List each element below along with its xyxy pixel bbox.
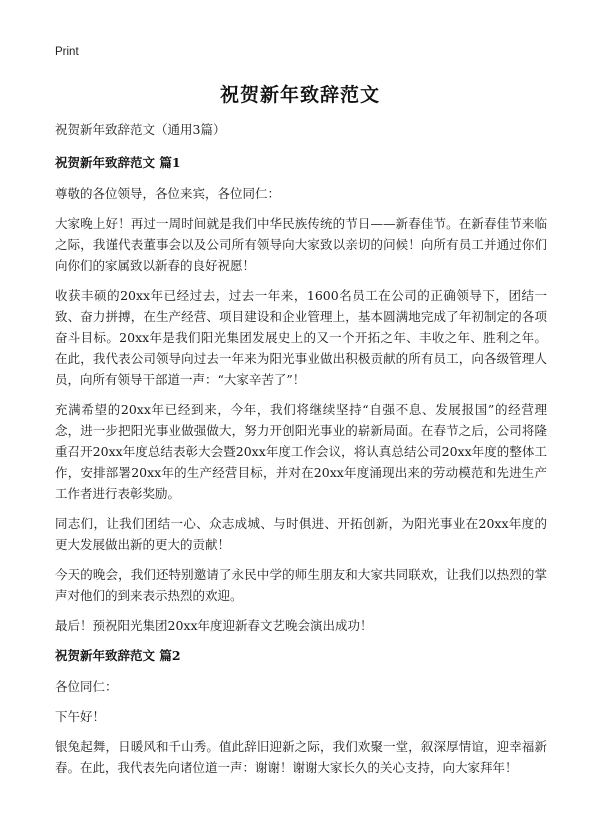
print-link[interactable]: Print [55,46,79,58]
paragraph: 银兔起舞，日暖风和千山秀。值此辞旧迎新之际，我们欢聚一堂，叙深厚情谊，迎幸福新春。在此，我代表先向诸位道一声：谢谢！谢谢大家长久的关心支持，向大家拜年！ [55,739,547,775]
paragraph-salutation: 各位同仁： [55,679,118,694]
paragraph: 同志们，让我们团结一心、众志成城、与时俱进、开拓创新，为阳光事业在20xx年度的更大发展做出新的更大的贡献！ [55,516,547,552]
section-2 [55,645,547,778]
section-heading: 祝贺新年致辞范文 篇2 [55,648,181,663]
paragraph: 今天的晚会，我们还特别邀请了永民中学的师生朋友和大家共同联欢，让我们以热烈的掌声对他们的到来表示热烈的欢迎。 [55,567,547,603]
paragraph: 下午好！ [55,709,106,724]
paragraph: 充满希望的20xx年已经到来，今年，我们将继续坚持“自强不息、发展报国”的经营理念，进一步把阳光事业做强做大，努力开创阳光事业的崭新局面。在春节之后，公司将隆重召开20xx年度总结表彰大会暨20xx年度工作会议，将认真总结公司20xx年度的整体工作，安排部署20xx年的生产经营目标，并对在20xx年度涌现出来的劳动模范和先进生产工作者进行表彰奖励。 [55,402,547,501]
paragraph: 最后！预祝阳光集团20xx年度迎新春文艺晚会演出成功！ [55,618,373,633]
paragraph: 大家晚上好！再过一周时间就是我们中华民族传统的节日——新春佳节。在新春佳节来临之际，我谨代表董事会以及公司所有领导向大家致以亲切的问候！向所有员工并通过你们向你们的家属致以新春的良好祝愿！ [55,216,547,273]
page-title: 祝贺新年致辞范文 [219,84,380,106]
document-body [55,119,547,787]
document-subtitle: 祝贺新年致辞范文（通用3篇） [55,122,226,137]
section-1 [55,152,547,636]
paragraph-salutation: 尊敬的各位领导，各位来宾，各位同仁： [55,186,281,201]
paragraph: 收获丰硕的20xx年已经过去，过去一年来，1600名员工在公司的正确领导下，团结一致、奋力拼搏，在生产经营、项目建设和企业管理上，基本圆满地完成了年初制定的各项奋斗目标。20xx年是我们阳光集团发展史上的又一个开拓之年、丰收之年、胜利之年。在此，我代表公司领导向过去一年来为阳光事业做出积极贡献的所有员工，向各级管理人员，向所有领导干部道一声：“大家辛苦了”！ [55,288,547,387]
section-heading: 祝贺新年致辞范文 篇1 [55,155,181,170]
